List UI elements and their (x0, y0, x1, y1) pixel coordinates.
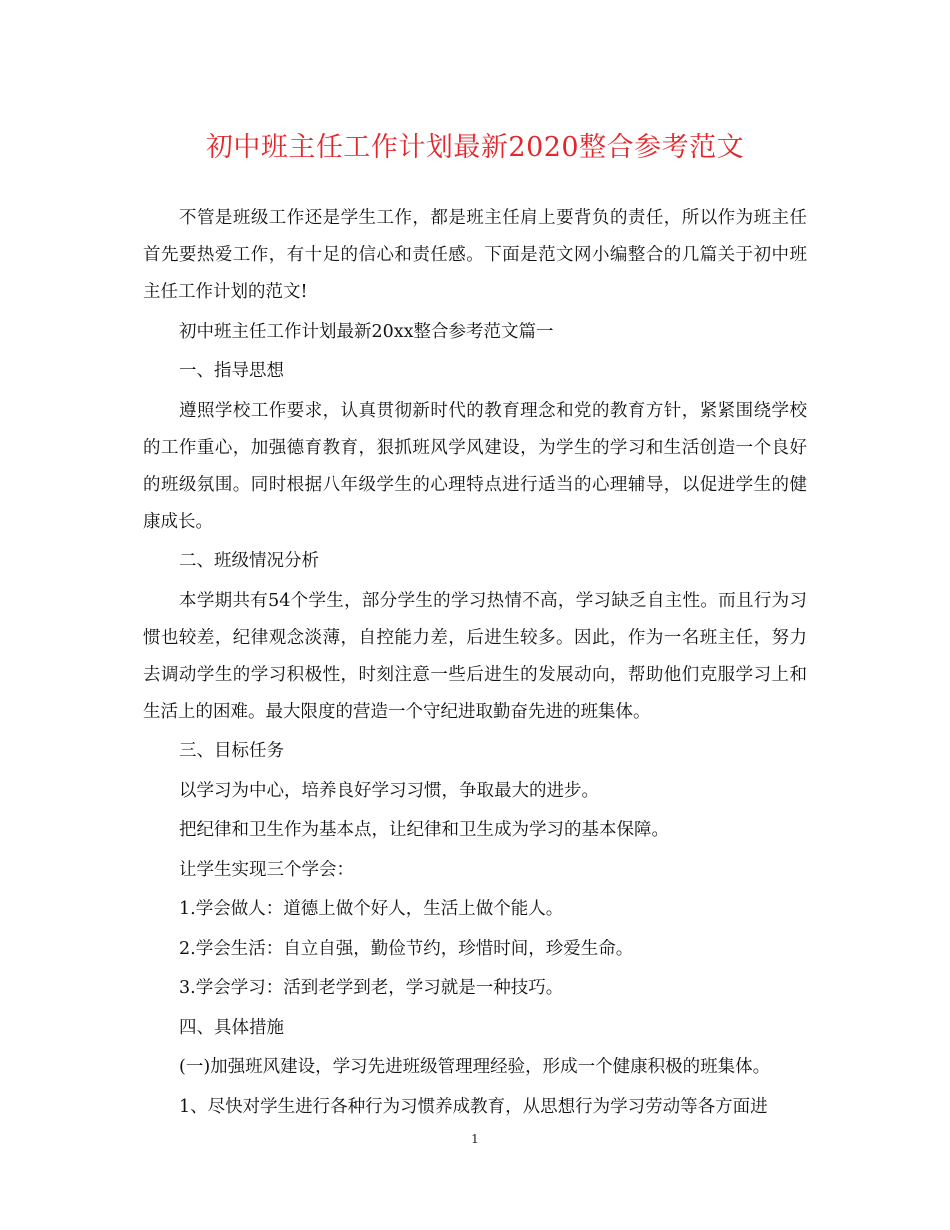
measure-class-style-paragraph: (一)加强班风建设，学习先进班级管理理经验，形成一个健康积极的班集体。 (179, 1057, 771, 1077)
heading-guiding-ideology: 一、指导思想 (179, 361, 284, 381)
document-body (143, 200, 807, 1128)
intro-paragraph: 不管是班级工作还是学生工作，都是班主任肩上要背负的责任，所以作为班主任首先要热爱工作，有十足的信心和责任感。下面是范文网小编整合的几篇关于初中班主任工作计划的范文! (143, 208, 807, 302)
goal-line-learning: 以学习为中心，培养良好学习习惯，争取最大的进步。 (179, 780, 599, 801)
heading-specific-measures: 四、具体措施 (179, 1017, 284, 1038)
list-item-learn-to-live: 2.学会生活：自立自强，勤俭节约，珍惜时间，珍爱生命。 (179, 938, 634, 959)
heading-goals-tasks: 三、目标任务 (179, 741, 284, 761)
class-analysis-paragraph: 本学期共有54个学生，部分学生的学习热情不高，学习缺乏自主性。而且行为习惯也较差，纪律观念淡薄，自控能力差，后进生较多。因此，作为一名班主任，努力去调动学生的学习积极性，时刻注意一些后进生的发展动向，帮助他们克服学习上和生活上的困难。最大限度的营造一个守纪进取勤奋先进的班集体。 (143, 590, 807, 722)
document-title: 初中班主任工作计划最新2020整合参考范文 (205, 132, 745, 163)
measure-habit-education-paragraph: 1、尽快对学生进行各种行为习惯养成教育，从思想行为学习劳动等各方面进 (179, 1096, 768, 1117)
section-heading-article-one: 初中班主任工作计划最新20xx整合参考范文篇一 (179, 321, 554, 342)
list-item-learn-to-study: 3.学会学习：活到老学到老，学习就是一种技巧。 (179, 978, 564, 998)
goal-line-three-learnings: 让学生实现三个学会： (179, 859, 354, 880)
goal-line-discipline: 把纪律和卫生作为基本点，让纪律和卫生成为学习的基本保障。 (179, 820, 669, 840)
guiding-ideology-paragraph: 遵照学校工作要求，认真贯彻新时代的教育理念和党的教育方针，紧紧围绕学校的工作重心，加强德育教育，狠抓班风学风建设，为学生的学习和生活创造一个良好的班级氛围。同时根据八年级学生的心理特点进行适当的心理辅导，以促进学生的健康成长。 (143, 400, 807, 532)
heading-class-analysis: 二、班级情况分析 (179, 551, 319, 571)
page-number: 1 (471, 1132, 479, 1146)
list-item-learn-to-be-person: 1.学会做人：道德上做个好人，生活上做个能人。 (179, 899, 564, 919)
